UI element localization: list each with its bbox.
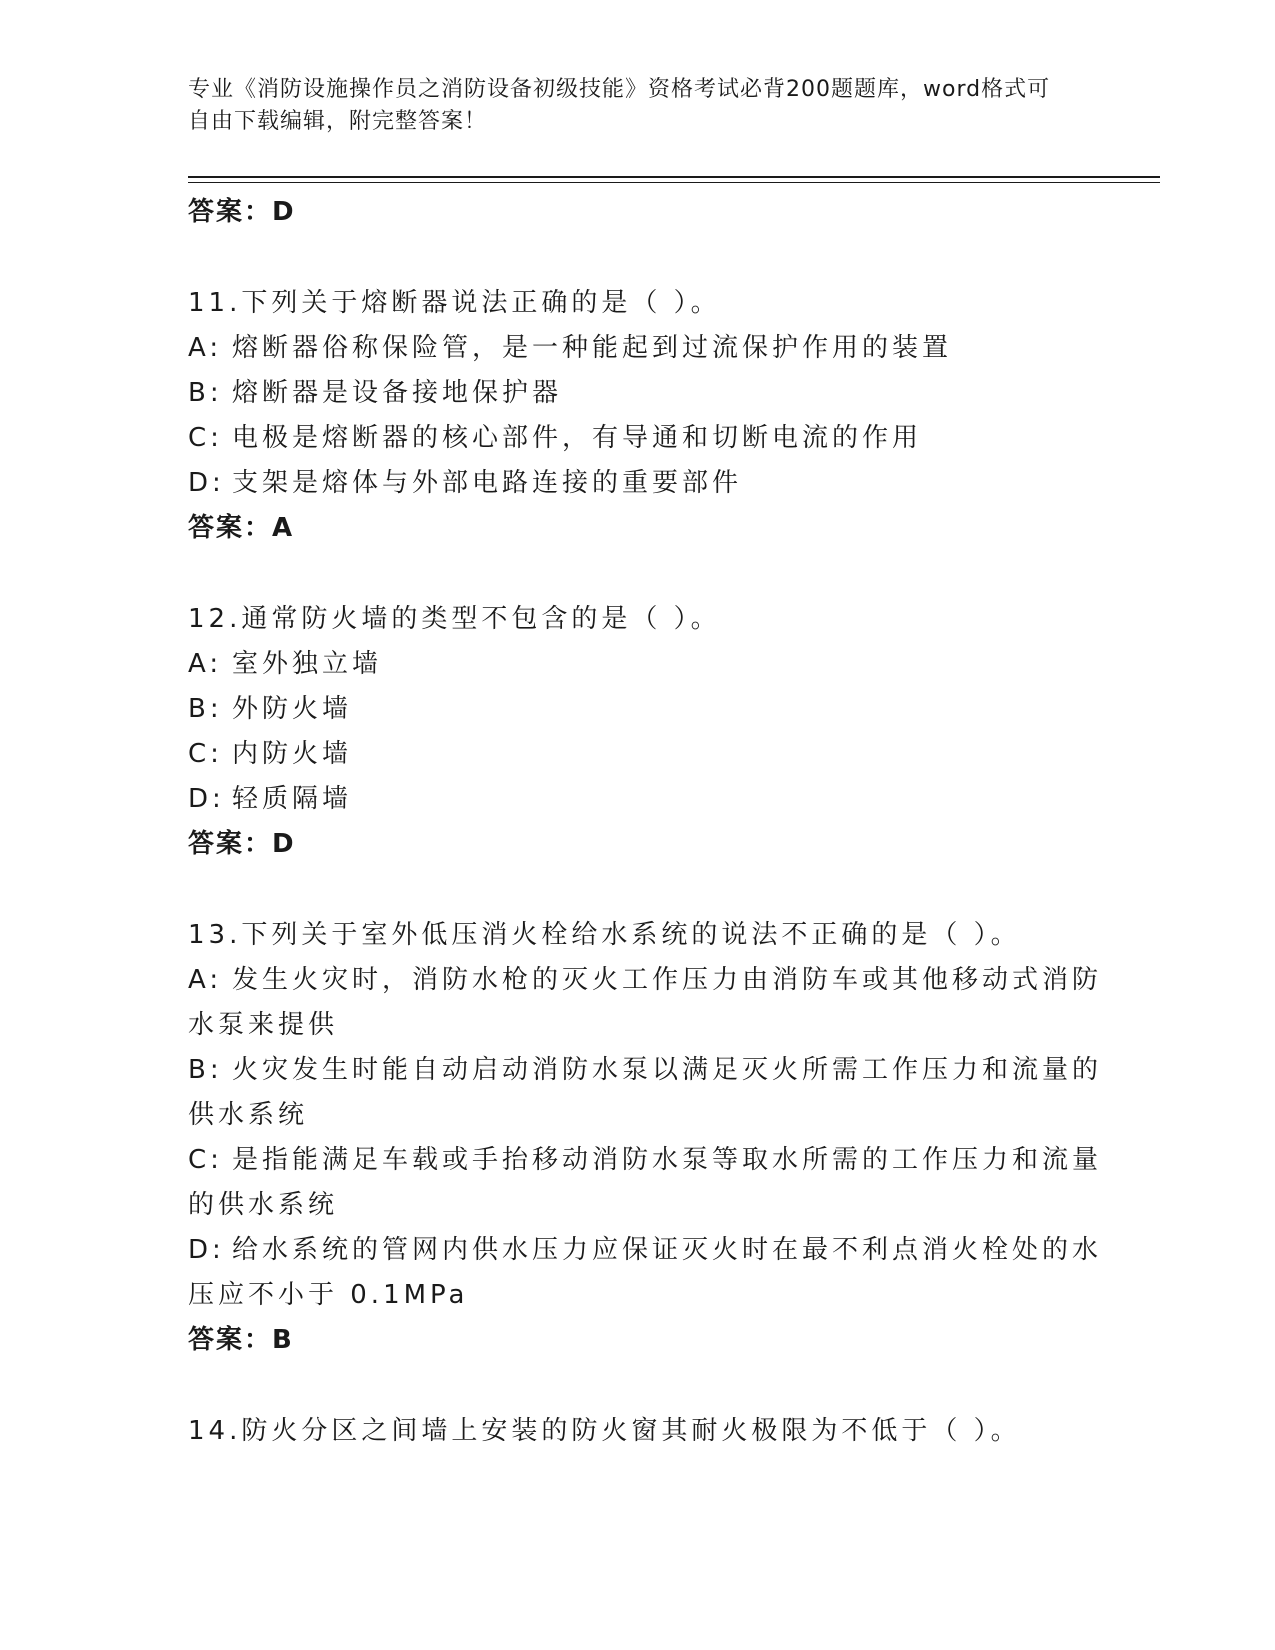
q13-option-b-cont: 供水系统 bbox=[188, 1100, 309, 1130]
option-label: D: bbox=[188, 784, 225, 814]
option-text: 熔断器是设备接地保护器 bbox=[232, 378, 563, 408]
option-label: A: bbox=[188, 965, 223, 995]
q12-option-c bbox=[188, 732, 1088, 777]
document-header: 专业《消防设施操作员之消防设备初级技能》资格考试必背200题题库，word格式可自由下载编辑，附完整答案！ bbox=[188, 77, 1051, 134]
q12-option-b bbox=[188, 687, 1088, 732]
option-label: C: bbox=[188, 1145, 223, 1175]
option-label: B: bbox=[188, 378, 223, 408]
q12-option-a bbox=[188, 642, 1088, 687]
option-label: D: bbox=[188, 468, 225, 498]
answer-prev: 答案：D bbox=[188, 197, 296, 227]
option-label: A: bbox=[188, 649, 223, 679]
q12-answer: 答案：D bbox=[188, 829, 296, 859]
option-text: 是指能满足车载或手抬移动消防水泵等取水所需的工作压力和流量 bbox=[232, 1145, 1103, 1175]
q13-option-d-cont: 压应不小于 0.1MPa bbox=[188, 1280, 469, 1310]
q11-stem: 11.下列关于熔断器说法正确的是（ ）。 bbox=[188, 288, 721, 318]
option-text: 电极是熔断器的核心部件，有导通和切断电流的作用 bbox=[232, 423, 923, 453]
option-text: 发生火灾时，消防水枪的灭火工作压力由消防车或其他移动式消防 bbox=[232, 965, 1103, 995]
option-text: 熔断器俗称保险管，是一种能起到过流保护作用的装置 bbox=[232, 333, 953, 363]
option-text: 外防火墙 bbox=[232, 694, 353, 724]
option-label: A: bbox=[188, 333, 223, 363]
q13-option-a bbox=[188, 958, 1103, 1003]
q13-option-d bbox=[188, 1228, 1103, 1273]
option-label: C: bbox=[188, 739, 223, 769]
q11-option-b bbox=[188, 371, 1088, 416]
header-rule-thick bbox=[188, 176, 1160, 178]
q12-stem: 12.通常防火墙的类型不包含的是（ ）。 bbox=[188, 604, 721, 634]
q11-answer: 答案：A bbox=[188, 513, 295, 543]
option-text: 支架是熔体与外部电路连接的重要部件 bbox=[232, 468, 743, 498]
option-text: 内防火墙 bbox=[232, 739, 353, 769]
option-label: D: bbox=[188, 1235, 225, 1265]
q11-option-d bbox=[188, 461, 1088, 506]
option-label: B: bbox=[188, 1055, 223, 1085]
q13-stem: 13.下列关于室外低压消火栓给水系统的说法不正确的是（ ）。 bbox=[188, 920, 1021, 950]
q11-option-c bbox=[188, 416, 1088, 461]
option-label: B: bbox=[188, 694, 223, 724]
q13-answer: 答案：B bbox=[188, 1325, 294, 1355]
q13-option-c bbox=[188, 1138, 1103, 1183]
q13-option-c-cont: 的供水系统 bbox=[188, 1190, 339, 1220]
option-text: 室外独立墙 bbox=[232, 649, 383, 679]
header-rule-thin bbox=[188, 182, 1160, 183]
question-content bbox=[188, 190, 1103, 1454]
q13-option-b bbox=[188, 1048, 1103, 1093]
option-text: 轻质隔墙 bbox=[232, 784, 353, 814]
q12-option-d bbox=[188, 777, 1088, 822]
option-text: 火灾发生时能自动启动消防水泵以满足灭火所需工作压力和流量的 bbox=[232, 1055, 1103, 1085]
q11-option-a bbox=[188, 326, 1088, 371]
q14-stem: 14.防火分区之间墙上安装的防火窗其耐火极限为不低于（ ）。 bbox=[188, 1416, 1021, 1446]
q13-option-a-cont: 水泵来提供 bbox=[188, 1010, 339, 1040]
option-text: 给水系统的管网内供水压力应保证灭火时在最不利点消火栓处的水 bbox=[232, 1235, 1103, 1265]
option-label: C: bbox=[188, 423, 223, 453]
